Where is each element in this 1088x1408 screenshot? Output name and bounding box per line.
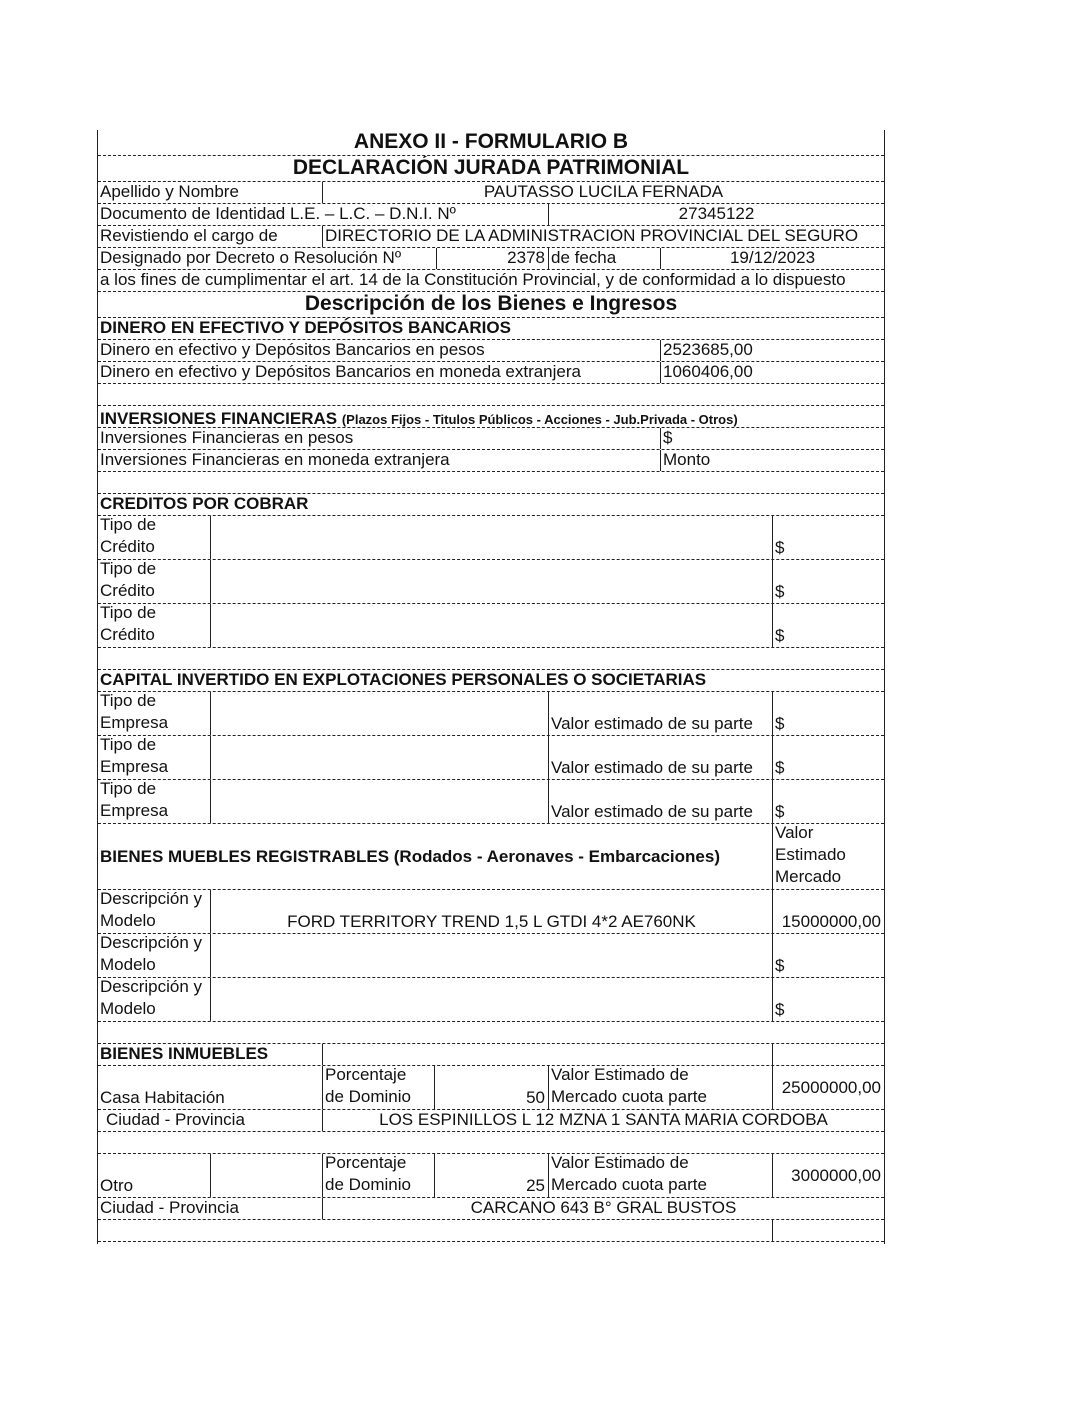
capital-amount[interactable]: $ xyxy=(772,736,884,779)
credito-amount[interactable]: $ xyxy=(772,560,884,603)
casa-pct-label-line1: Porcentaje xyxy=(325,1066,407,1084)
credito-description[interactable] xyxy=(210,560,772,603)
dinero-ext-row xyxy=(98,362,884,384)
spacer-row xyxy=(98,1022,884,1044)
doc-row xyxy=(98,204,884,226)
capital-label-line2: Empresa xyxy=(100,713,169,732)
mueble-label xyxy=(98,934,210,977)
creditos-header-row xyxy=(98,494,884,516)
casa-ciudad-row xyxy=(98,1110,884,1132)
inmuebles-header-blank xyxy=(772,1044,884,1065)
credito-label-line2: Crédito xyxy=(100,537,155,556)
final-row xyxy=(98,1220,884,1242)
capital-amount[interactable]: $ xyxy=(772,692,884,735)
capital-description[interactable] xyxy=(210,780,548,823)
casa-pct-label xyxy=(322,1066,434,1109)
form-title: ANEXO II - FORMULARIO B xyxy=(353,130,629,153)
inversiones-pesos-value[interactable]: $ xyxy=(660,428,884,449)
credito-label-line1: Tipo de xyxy=(100,604,157,622)
dinero-pesos-value[interactable]: 2523685,00 xyxy=(660,340,884,361)
spacer-row xyxy=(98,472,884,494)
inmuebles-header-blank xyxy=(322,1044,772,1065)
capital-header-row xyxy=(98,670,884,692)
capital-header: CAPITAL INVERTIDO EN EXPLOTACIONES PERSONALES O SOCIETARIAS xyxy=(100,670,707,689)
name-value[interactable]: PAUTASSO LUCILA FERNADA xyxy=(322,182,884,203)
title-row xyxy=(98,130,884,156)
otro-ciudad-row xyxy=(98,1198,884,1220)
muebles-header: BIENES MUEBLES REGISTRABLES (Rodados - Aeronaves - Embarcaciones) xyxy=(100,846,720,866)
dinero-ext-label: Dinero en efectivo y Depósitos Bancarios en moneda extranjera xyxy=(100,362,581,381)
fecha-label: de fecha xyxy=(548,248,660,269)
credito-amount[interactable]: $ xyxy=(772,604,884,647)
credito-label xyxy=(98,560,210,603)
mueble-label-line2: Modelo xyxy=(100,999,156,1018)
otro-pct-label xyxy=(322,1154,434,1197)
mueble-description[interactable] xyxy=(210,978,772,1021)
mueble-amount[interactable]: $ xyxy=(772,934,884,977)
mueble-label-line1: Descripción y xyxy=(100,890,203,908)
capital-label xyxy=(98,736,210,779)
capital-label-line1: Tipo de xyxy=(100,780,157,798)
fines-text: a los fines de cumplimentar el art. 14 de la Constitución Provincial, y de conformidad a lo dispuesto xyxy=(100,270,846,289)
mueble-amount[interactable]: $ xyxy=(772,978,884,1021)
mueble-label xyxy=(98,890,210,933)
credito-label xyxy=(98,604,210,647)
muebles-valor-line1: Valor xyxy=(775,824,814,842)
credito-amount[interactable]: $ xyxy=(772,516,884,559)
final-blank xyxy=(98,1220,772,1241)
credito-description[interactable] xyxy=(210,516,772,559)
dinero-pesos-label: Dinero en efectivo y Depósitos Bancarios en pesos xyxy=(100,340,485,359)
inversiones-header xyxy=(98,406,884,427)
muebles-valor-header xyxy=(772,824,884,889)
casa-valor-label xyxy=(548,1066,772,1109)
dinero-header: DINERO EN EFECTIVO Y DEPÓSITOS BANCARIOS xyxy=(100,318,511,337)
form-subtitle: DECLARACIÓN JURADA PATRIMONIAL xyxy=(292,156,690,179)
subtitle-row xyxy=(98,156,884,182)
otro-pct-label-line1: Porcentaje xyxy=(325,1154,407,1172)
capital-label-line2: Empresa xyxy=(100,757,169,776)
inversiones-header-title: INVERSIONES FINANCIERAS xyxy=(100,409,338,427)
capital-label-line2: Empresa xyxy=(100,801,169,820)
inversiones-header-note: (Plazos Fijos - Titulos Públicos - Acciones - Jub.Privada - Otros) xyxy=(341,412,738,427)
otro-description[interactable] xyxy=(210,1154,322,1197)
dinero-header-row xyxy=(98,318,884,340)
capital-row xyxy=(98,780,884,824)
credito-description[interactable] xyxy=(210,604,772,647)
credito-label-line1: Tipo de xyxy=(100,560,157,578)
spacer-row xyxy=(98,384,884,406)
casa-pct-label-line2: de Dominio xyxy=(325,1087,411,1106)
inversiones-pesos-label: Inversiones Financieras en pesos xyxy=(100,428,354,447)
casa-pct-value[interactable]: 50 xyxy=(434,1066,548,1109)
otro-ciudad-value[interactable]: CARCANO 643 B° GRAL BUSTOS xyxy=(322,1198,884,1219)
credito-label-line2: Crédito xyxy=(100,625,155,644)
credito-label xyxy=(98,516,210,559)
inversiones-ext-label: Inversiones Financieras en moneda extranjera xyxy=(100,450,450,469)
muebles-valor-line2: Estimado xyxy=(775,845,846,864)
fines-row xyxy=(98,270,884,292)
casa-amount[interactable]: 25000000,00 xyxy=(772,1066,884,1109)
credito-label-line2: Crédito xyxy=(100,581,155,600)
inmuebles-header-row xyxy=(98,1044,884,1066)
credito-row xyxy=(98,560,884,604)
mueble-description[interactable]: FORD TERRITORY TREND 1,5 L GTDI 4*2 AE760NK xyxy=(210,890,772,933)
mueble-row xyxy=(98,934,884,978)
inversiones-ext-row xyxy=(98,450,884,472)
dinero-ext-value[interactable]: 1060406,00 xyxy=(660,362,884,383)
section-title: Descripción de los Bienes e Ingresos xyxy=(304,292,678,315)
spacer-row xyxy=(98,1132,884,1154)
final-blank xyxy=(772,1220,884,1241)
otro-amount[interactable]: 3000000,00 xyxy=(772,1154,884,1197)
otro-valor-label xyxy=(548,1154,772,1197)
capital-label-line1: Tipo de xyxy=(100,692,157,710)
mueble-row xyxy=(98,890,884,934)
credito-row xyxy=(98,516,884,560)
mueble-description[interactable] xyxy=(210,934,772,977)
capital-amount[interactable]: $ xyxy=(772,780,884,823)
muebles-valor-line3: Mercado xyxy=(775,867,842,886)
dinero-pesos-row xyxy=(98,340,884,362)
muebles-header-row xyxy=(98,824,884,890)
creditos-header: CREDITOS POR COBRAR xyxy=(100,494,309,513)
mueble-label-line2: Modelo xyxy=(100,911,156,930)
otro-ciudad-label: Ciudad - Provincia xyxy=(100,1198,239,1217)
capital-label xyxy=(98,780,210,823)
name-row xyxy=(98,182,884,204)
spacer-row xyxy=(98,648,884,670)
capital-label xyxy=(98,692,210,735)
casa-label: Casa Habitación xyxy=(100,1088,225,1107)
capital-label-line1: Tipo de xyxy=(100,736,157,754)
mueble-label-line2: Modelo xyxy=(100,955,156,974)
decreto-label: Designado por Decreto o Resolución Nº xyxy=(100,248,402,267)
cargo-value[interactable]: DIRECTORIO DE LA ADMINISTRACION PROVINCIAL DEL SEGURO xyxy=(322,226,884,247)
casa-valor-label-line1: Valor Estimado de xyxy=(551,1066,689,1084)
declaration-form xyxy=(97,130,885,1244)
capital-valor-label: Valor estimado de su parte xyxy=(548,692,772,735)
inversiones-ext-value[interactable]: Monto xyxy=(660,450,884,471)
casa-row xyxy=(98,1066,884,1110)
credito-label-line1: Tipo de xyxy=(100,516,157,534)
section-title-row xyxy=(98,292,884,318)
fecha-value[interactable]: 19/12/2023 xyxy=(660,248,884,269)
capital-row xyxy=(98,692,884,736)
otro-valor-label-line1: Valor Estimado de xyxy=(551,1154,689,1172)
otro-valor-label-line2: Mercado cuota parte xyxy=(551,1175,707,1194)
otro-pct-label-line2: de Dominio xyxy=(325,1175,411,1194)
otro-label: Otro xyxy=(100,1176,134,1195)
casa-ciudad-label: Ciudad - Provincia xyxy=(106,1110,245,1129)
decreto-row xyxy=(98,248,884,270)
mueble-row xyxy=(98,978,884,1022)
credito-row xyxy=(98,604,884,648)
mueble-label xyxy=(98,978,210,1021)
mueble-amount[interactable]: 15000000,00 xyxy=(772,890,884,933)
capital-valor-label: Valor estimado de su parte xyxy=(548,736,772,779)
name-label: Apellido y Nombre xyxy=(100,182,239,201)
mueble-label-line1: Descripción y xyxy=(100,978,203,996)
cargo-label: Revistiendo el cargo de xyxy=(100,226,278,245)
capital-description[interactable] xyxy=(210,692,548,735)
cargo-row xyxy=(98,226,884,248)
capital-description[interactable] xyxy=(210,736,548,779)
casa-ciudad-value[interactable]: LOS ESPINILLOS L 12 MZNA 1 SANTA MARIA CORDOBA xyxy=(322,1110,884,1131)
mueble-label-line1: Descripción y xyxy=(100,934,203,952)
inmuebles-header: BIENES INMUEBLES xyxy=(100,1044,269,1063)
capital-valor-label: Valor estimado de su parte xyxy=(548,780,772,823)
doc-label: Documento de Identidad L.E. – L.C. – D.N.I. Nº xyxy=(100,204,456,223)
inversiones-header-row xyxy=(98,406,884,428)
doc-value[interactable]: 27345122 xyxy=(548,204,884,225)
otro-pct-value[interactable]: 25 xyxy=(434,1154,548,1197)
inversiones-pesos-row xyxy=(98,428,884,450)
casa-valor-label-line2: Mercado cuota parte xyxy=(551,1087,707,1106)
decreto-value[interactable]: 2378 xyxy=(436,248,548,269)
otro-row xyxy=(98,1154,884,1198)
capital-row xyxy=(98,736,884,780)
